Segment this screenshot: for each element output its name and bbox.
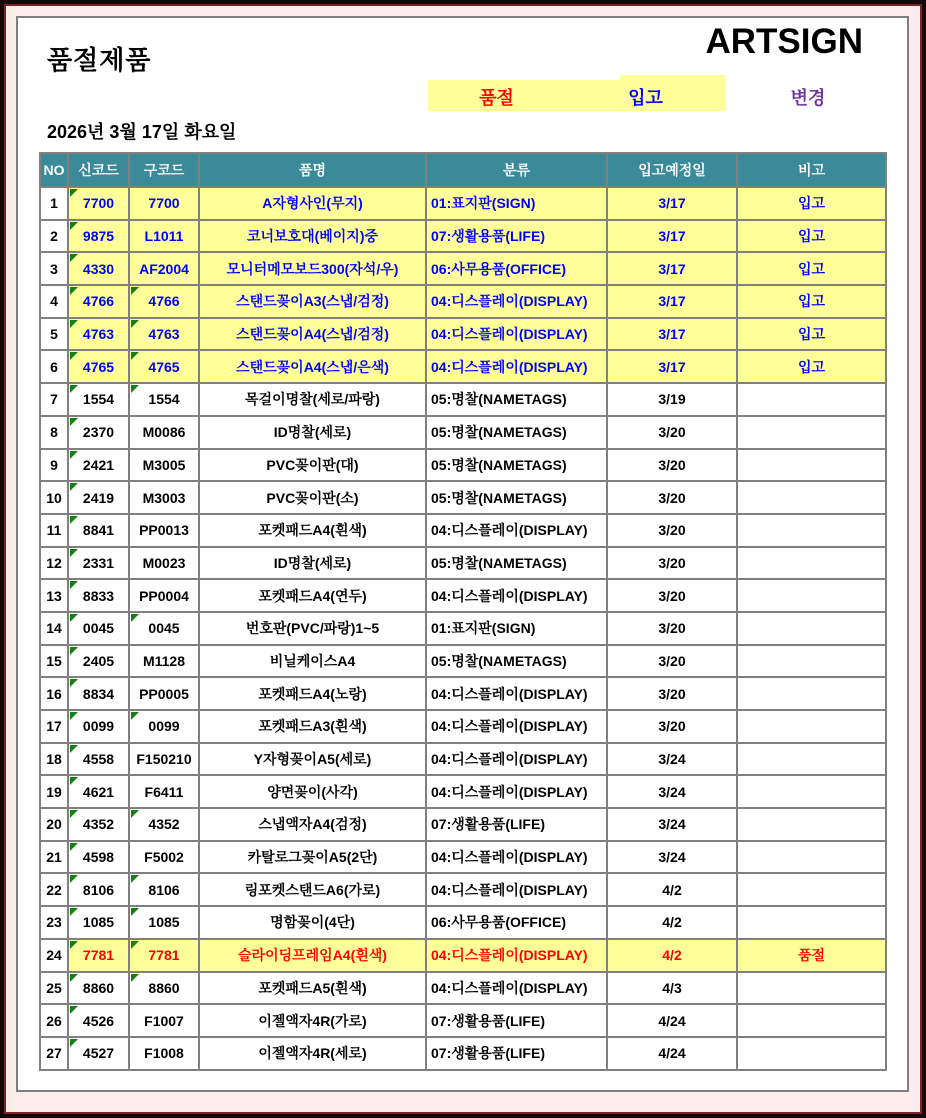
cell-due-date: 3/20 [607, 612, 737, 645]
legend-change-label: 변경 [790, 88, 826, 108]
cell-no: 13 [40, 579, 68, 612]
cell-due-date: 3/17 [607, 187, 737, 220]
cell-due-date: 3/17 [607, 350, 737, 383]
cell-no: 20 [40, 808, 68, 841]
cell-category: 07:생활용품(LIFE) [426, 1004, 607, 1037]
cell-category: 04:디스플레이(DISPLAY) [426, 775, 607, 808]
cell-no: 7 [40, 383, 68, 416]
cell-category: 04:디스플레이(DISPLAY) [426, 873, 607, 906]
table-row [40, 906, 886, 939]
cell-note [737, 645, 886, 678]
table-row [40, 645, 886, 678]
cell-no: 25 [40, 972, 68, 1005]
cell-note: 입고 [737, 252, 886, 285]
cell-new-code: 4765 [68, 350, 129, 383]
cell-category: 04:디스플레이(DISPLAY) [426, 743, 607, 776]
cell-no: 6 [40, 350, 68, 383]
cell-old-code: M0086 [129, 416, 199, 449]
cell-no: 12 [40, 547, 68, 580]
cell-category: 05:명찰(NAMETAGS) [426, 645, 607, 678]
cell-note [737, 743, 886, 776]
cell-product-name: A자형사인(무지) [199, 187, 426, 220]
table-row [40, 743, 886, 776]
cell-category: 04:디스플레이(DISPLAY) [426, 318, 607, 351]
cell-no: 27 [40, 1037, 68, 1070]
cell-note [737, 514, 886, 547]
cell-due-date: 4/24 [607, 1037, 737, 1070]
cell-category: 07:생활용품(LIFE) [426, 220, 607, 253]
cell-due-date: 3/20 [607, 645, 737, 678]
cell-due-date: 3/17 [607, 252, 737, 285]
table-row [40, 579, 886, 612]
cell-old-code: M3003 [129, 481, 199, 514]
cell-category: 07:생활용품(LIFE) [426, 1037, 607, 1070]
cell-product-name: 포켓패드A5(흰색) [199, 972, 426, 1005]
cell-old-code: F6411 [129, 775, 199, 808]
cell-due-date: 4/2 [607, 906, 737, 939]
table-row [40, 841, 886, 874]
cell-product-name: PVC꽂이판(소) [199, 481, 426, 514]
cell-note [737, 677, 886, 710]
cell-new-code: 2419 [68, 481, 129, 514]
table-row [40, 1037, 886, 1070]
cell-no: 22 [40, 873, 68, 906]
cell-category: 05:명찰(NAMETAGS) [426, 547, 607, 580]
report-panel [16, 16, 909, 1092]
cell-product-name: 포켓패드A4(흰색) [199, 514, 426, 547]
cell-due-date: 3/17 [607, 285, 737, 318]
table-row [40, 972, 886, 1005]
cell-old-code: 4766 [129, 285, 199, 318]
cell-due-date: 4/2 [607, 873, 737, 906]
cell-product-name: 모니터메모보드300(자석/우) [199, 252, 426, 285]
cell-category: 04:디스플레이(DISPLAY) [426, 841, 607, 874]
report-date: 2026년 3월 17일 화요일 [47, 122, 237, 142]
cell-product-name: ID명찰(세로) [199, 547, 426, 580]
cell-new-code: 8834 [68, 677, 129, 710]
cell-product-name: 코너보호대(베이지)중 [199, 220, 426, 253]
cell-product-name: 이젤액자4R(세로) [199, 1037, 426, 1070]
cell-new-code: 4766 [68, 285, 129, 318]
cell-new-code: 1554 [68, 383, 129, 416]
cell-old-code: 1554 [129, 383, 199, 416]
cell-note [737, 873, 886, 906]
cell-note [737, 808, 886, 841]
table-row [40, 187, 886, 220]
cell-old-code: M3005 [129, 449, 199, 482]
cell-product-name: Y자형꽂이A5(세로) [199, 743, 426, 776]
cell-product-name: PVC꽂이판(대) [199, 449, 426, 482]
cell-category: 07:생활용품(LIFE) [426, 808, 607, 841]
cell-due-date: 3/24 [607, 808, 737, 841]
cell-old-code: 8106 [129, 873, 199, 906]
cell-no: 23 [40, 906, 68, 939]
legend-arrival-label: 입고 [628, 88, 663, 108]
cell-product-name: 포켓패드A4(연두) [199, 579, 426, 612]
cell-due-date: 3/20 [607, 514, 737, 547]
cell-product-name: 슬라이딩프레임A4(흰색) [199, 939, 426, 972]
cell-category: 05:명찰(NAMETAGS) [426, 449, 607, 482]
cell-category: 06:사무용품(OFFICE) [426, 906, 607, 939]
cell-old-code: AF2004 [129, 252, 199, 285]
cell-product-name: 스탠드꽂이A3(스냅/검정) [199, 285, 426, 318]
table-row [40, 252, 886, 285]
cell-no: 10 [40, 481, 68, 514]
cell-old-code: PP0005 [129, 677, 199, 710]
cell-note [737, 710, 886, 743]
cell-old-code: 4352 [129, 808, 199, 841]
cell-due-date: 3/24 [607, 743, 737, 776]
cell-note [737, 579, 886, 612]
cell-no: 14 [40, 612, 68, 645]
cell-product-name: 목걸이명찰(세로/파랑) [199, 383, 426, 416]
cell-old-code: F5002 [129, 841, 199, 874]
cell-due-date: 3/20 [607, 579, 737, 612]
cell-product-name: 명함꽂이(4단) [199, 906, 426, 939]
cell-due-date: 3/20 [607, 710, 737, 743]
cell-new-code: 2370 [68, 416, 129, 449]
cell-category: 01:표지판(SIGN) [426, 187, 607, 220]
cell-no: 1 [40, 187, 68, 220]
table-row [40, 775, 886, 808]
cell-product-name: 카탈로그꽂이A5(2단) [199, 841, 426, 874]
table-row [40, 318, 886, 351]
cell-new-code: 2421 [68, 449, 129, 482]
table-row [40, 873, 886, 906]
cell-due-date: 3/20 [607, 449, 737, 482]
cell-due-date: 3/20 [607, 547, 737, 580]
table-row [40, 1004, 886, 1037]
cell-product-name: 번호판(PVC/파랑)1~5 [199, 612, 426, 645]
cell-old-code: 1085 [129, 906, 199, 939]
cell-no: 24 [40, 939, 68, 972]
cell-note: 입고 [737, 220, 886, 253]
cell-new-code: 4598 [68, 841, 129, 874]
cell-new-code: 4763 [68, 318, 129, 351]
cell-old-code: 4765 [129, 350, 199, 383]
cell-new-code: 4330 [68, 252, 129, 285]
cell-no: 2 [40, 220, 68, 253]
cell-product-name: 비닐케이스A4 [199, 645, 426, 678]
artsign-logo: ARTSIGN [705, 22, 863, 61]
cell-product-name: 스탠드꽂이A4(스냅/은색) [199, 350, 426, 383]
cell-due-date: 4/3 [607, 972, 737, 1005]
cell-category: 06:사무용품(OFFICE) [426, 252, 607, 285]
cell-due-date: 3/17 [607, 220, 737, 253]
cell-old-code: L1011 [129, 220, 199, 253]
cell-due-date: 4/2 [607, 939, 737, 972]
table-row [40, 416, 886, 449]
cell-note: 입고 [737, 350, 886, 383]
cell-note [737, 481, 886, 514]
cell-no: 9 [40, 449, 68, 482]
cell-new-code: 4527 [68, 1037, 129, 1070]
cell-category: 04:디스플레이(DISPLAY) [426, 939, 607, 972]
cell-new-code: 7700 [68, 187, 129, 220]
cell-old-code: 7700 [129, 187, 199, 220]
legend-soldout-label: 품절 [479, 88, 514, 108]
cell-category: 05:명찰(NAMETAGS) [426, 481, 607, 514]
cell-product-name: 포켓패드A4(노랑) [199, 677, 426, 710]
cell-new-code: 4621 [68, 775, 129, 808]
cell-new-code: 8860 [68, 972, 129, 1005]
cell-due-date: 3/20 [607, 416, 737, 449]
table-row [40, 808, 886, 841]
cell-category: 04:디스플레이(DISPLAY) [426, 579, 607, 612]
stock-table [39, 152, 887, 1071]
cell-note: 입고 [737, 285, 886, 318]
cell-new-code: 8833 [68, 579, 129, 612]
header-no: NO [40, 153, 68, 187]
cell-no: 21 [40, 841, 68, 874]
cell-product-name: 스탠드꽂이A4(스냅/검정) [199, 318, 426, 351]
table-row [40, 350, 886, 383]
table-row [40, 677, 886, 710]
cell-no: 4 [40, 285, 68, 318]
cell-old-code: 0045 [129, 612, 199, 645]
cell-new-code: 1085 [68, 906, 129, 939]
cell-no: 15 [40, 645, 68, 678]
cell-old-code: 4763 [129, 318, 199, 351]
cell-note [737, 906, 886, 939]
cell-no: 11 [40, 514, 68, 547]
cell-old-code: PP0004 [129, 579, 199, 612]
cell-new-code: 4526 [68, 1004, 129, 1037]
cell-old-code: F1007 [129, 1004, 199, 1037]
cell-old-code: F1008 [129, 1037, 199, 1070]
cell-due-date: 3/20 [607, 481, 737, 514]
cell-product-name: ID명찰(세로) [199, 416, 426, 449]
table-body [40, 187, 886, 1070]
cell-new-code: 4558 [68, 743, 129, 776]
cell-note: 품절 [737, 939, 886, 972]
cell-old-code: M0023 [129, 547, 199, 580]
legend-highlight-bar [428, 80, 726, 111]
cell-product-name: 이젤액자4R(가로) [199, 1004, 426, 1037]
cell-product-name: 포켓패드A3(흰색) [199, 710, 426, 743]
cell-no: 8 [40, 416, 68, 449]
cell-new-code: 9875 [68, 220, 129, 253]
cell-category: 04:디스플레이(DISPLAY) [426, 514, 607, 547]
header-old-code: 구코드 [129, 153, 199, 187]
cell-category: 04:디스플레이(DISPLAY) [426, 677, 607, 710]
cell-note [737, 1004, 886, 1037]
cell-category: 04:디스플레이(DISPLAY) [426, 710, 607, 743]
table-row [40, 383, 886, 416]
cell-category: 01:표지판(SIGN) [426, 612, 607, 645]
table-row [40, 514, 886, 547]
cell-old-code: 8860 [129, 972, 199, 1005]
cell-no: 26 [40, 1004, 68, 1037]
cell-no: 5 [40, 318, 68, 351]
cell-note: 입고 [737, 187, 886, 220]
table-header [40, 153, 886, 187]
table-row [40, 285, 886, 318]
cell-note: 입고 [737, 318, 886, 351]
cell-old-code: 7781 [129, 939, 199, 972]
cell-new-code: 2405 [68, 645, 129, 678]
cell-due-date: 3/19 [607, 383, 737, 416]
table-row [40, 547, 886, 580]
cell-category: 04:디스플레이(DISPLAY) [426, 285, 607, 318]
table-row [40, 449, 886, 482]
cell-old-code: PP0013 [129, 514, 199, 547]
cell-product-name: 양면꽂이(사각) [199, 775, 426, 808]
cell-note [737, 547, 886, 580]
cell-note [737, 841, 886, 874]
cell-old-code: M1128 [129, 645, 199, 678]
cell-note [737, 449, 886, 482]
cell-product-name: 스냅액자A4(검정) [199, 808, 426, 841]
cell-due-date: 4/24 [607, 1004, 737, 1037]
cell-new-code: 8841 [68, 514, 129, 547]
page-title: 품절제품 [47, 45, 152, 75]
header-category: 분류 [426, 153, 607, 187]
table-row [40, 939, 886, 972]
cell-no: 3 [40, 252, 68, 285]
header-row [40, 153, 886, 187]
cell-note [737, 972, 886, 1005]
cell-category: 05:명찰(NAMETAGS) [426, 383, 607, 416]
cell-product-name: 링포켓스탠드A6(가로) [199, 873, 426, 906]
cell-old-code: 0099 [129, 710, 199, 743]
cell-category: 04:디스플레이(DISPLAY) [426, 350, 607, 383]
cell-new-code: 2331 [68, 547, 129, 580]
cell-no: 16 [40, 677, 68, 710]
cell-note [737, 383, 886, 416]
header-note: 비고 [737, 153, 886, 187]
cell-old-code: F150210 [129, 743, 199, 776]
table-row [40, 220, 886, 253]
cell-note [737, 612, 886, 645]
cell-due-date: 3/24 [607, 841, 737, 874]
cell-due-date: 3/20 [607, 677, 737, 710]
cell-no: 19 [40, 775, 68, 808]
cell-note [737, 416, 886, 449]
cell-new-code: 4352 [68, 808, 129, 841]
cell-note [737, 775, 886, 808]
header-product-name: 품명 [199, 153, 426, 187]
cell-new-code: 7781 [68, 939, 129, 972]
cell-new-code: 0099 [68, 710, 129, 743]
cell-new-code: 0045 [68, 612, 129, 645]
cell-category: 05:명찰(NAMETAGS) [426, 416, 607, 449]
cell-new-code: 8106 [68, 873, 129, 906]
cell-no: 17 [40, 710, 68, 743]
table-row [40, 710, 886, 743]
header-due-date: 입고예정일 [607, 153, 737, 187]
cell-due-date: 3/17 [607, 318, 737, 351]
cell-no: 18 [40, 743, 68, 776]
table-row [40, 481, 886, 514]
table-row [40, 612, 886, 645]
cell-due-date: 3/24 [607, 775, 737, 808]
cell-note [737, 1037, 886, 1070]
cell-category: 04:디스플레이(DISPLAY) [426, 972, 607, 1005]
header-new-code: 신코드 [68, 153, 129, 187]
